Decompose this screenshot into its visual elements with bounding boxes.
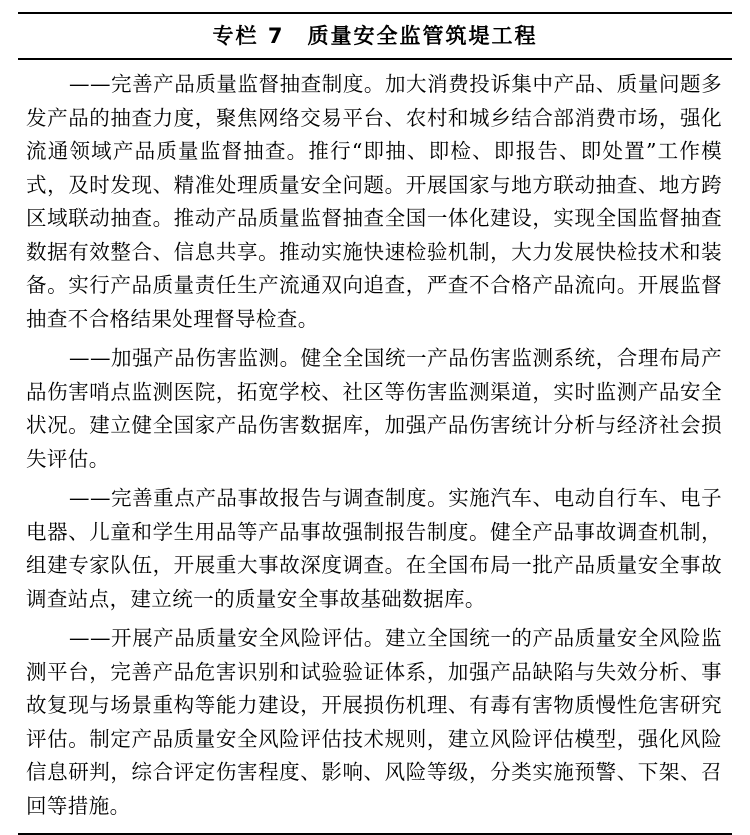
paragraph: ——完善重点产品事故报告与调查制度。实施汽车、电动自行车、电子电器、儿童和学生用品等产品事故强制报告制度。健全产品事故调查机制，组建专家队伍，开展重大事故深度调查。在全国布局一批产品质量安全事故调查站点，建立统一的质量安全事故基础数据库。 <box>26 486 722 611</box>
callout-title-row <box>18 14 732 60</box>
callout-body <box>18 60 732 833</box>
paragraph: ——开展产品质量安全风险评估。建立全国统一的产品质量安全风险监测平台，完善产品危害识别和试验验证体系，加强产品缺陷与失效分析、事故复现与场景重构等能力建设，开展损伤机理、有毒有害物质慢性危害研究评估。制定产品质量安全风险评估技术规则，建立风险评估模型，强化风险信息研判，综合评定伤害程度、影响、风险等级，分类实施预警、下架、召回等措施。 <box>26 626 722 818</box>
page-title: 专栏 7 质量安全监管筑堤工程 <box>212 24 538 48</box>
paragraph: ——加强产品伤害监测。健全全国统一产品伤害监测系统，合理布局产品伤害哨点监测医院，拓宽学校、社区等伤害监测渠道，实时监测产品安全状况。建立健全国家产品伤害数据库，加强产品伤害统计分析与经济社会损失评估。 <box>26 346 722 471</box>
callout-box <box>18 12 732 835</box>
paragraph: ——完善产品质量监督抽查制度。加大消费投诉集中产品、质量问题多发产品的抽查力度，聚焦网络交易平台、农村和城乡结合部消费市场，强化流通领域产品质量监督抽查。推行“即抽、即检、即报告、即处置”工作模式，及时发现、精准处理质量安全问题。开展国家与地方联动抽查、地方跨区域联动抽查。推动产品质量监督抽查全国一体化建设，实现全国监督抽查数据有效整合、信息共享。推动实施快速检验机制，大力发展快检技术和装备。实行产品质量责任生产流通双向追查，严查不合格产品流向。开展监督抽查不合格结果处理督导检查。 <box>26 72 722 331</box>
